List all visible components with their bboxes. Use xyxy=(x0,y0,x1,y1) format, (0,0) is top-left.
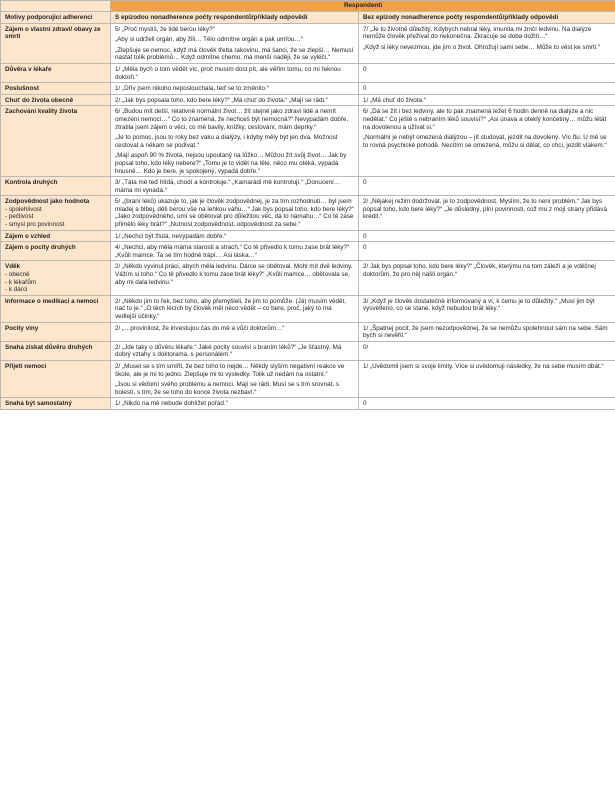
table-row xyxy=(1,295,615,322)
motive-label: Poslušnost xyxy=(5,85,39,93)
motive-label: Snaha být samostatný xyxy=(5,400,72,408)
response-text: 0 xyxy=(363,232,367,240)
without-episode-cell xyxy=(359,23,615,63)
response-text: 1/ „Špatnej pocit, že jsem nezodpovědnej, že se nemůžu spolehnout sám na sebe. Sám bych si nevěřil.“ xyxy=(363,324,608,340)
motive-subitem: - pečlivost xyxy=(5,213,34,221)
without-episode-cell xyxy=(359,322,615,341)
table-row xyxy=(1,341,615,360)
table-row xyxy=(1,398,615,410)
table-row xyxy=(1,83,615,95)
response-text: 0 xyxy=(363,65,367,73)
motive-cell xyxy=(1,322,111,341)
response-text: „Zlepšuje se nemoc, když má člověk třeba rakovinu, má šanci, že se zlepší… Nemusí nastat tolik problémů… Když odmítne chemo, má menší naději, že se vyléčí.“ xyxy=(115,46,354,62)
table-row xyxy=(1,230,615,242)
table-row xyxy=(1,196,615,230)
motive-label: Zájem o vlastní zdraví/ obavy ze smrti xyxy=(5,25,101,41)
with-episode-cell xyxy=(111,360,359,397)
with-episode-cell xyxy=(111,63,359,82)
without-episode-cell xyxy=(359,398,615,410)
with-episode-cell xyxy=(111,398,359,410)
table-row xyxy=(1,261,615,295)
response-text: 1/ „Nikdo na mě nebude dohlížet pořád.“ xyxy=(115,400,228,408)
without-episode-column-header: Bez epizody nonadherence počty respondentů/příklady odpovědí xyxy=(359,12,615,24)
motive-label: Zachování kvality života xyxy=(5,108,78,116)
response-text: 6/ „Dá se žít i bez ledviny, ale to pak znamená ležet 6 hodin denně na dialýze a nic nedělat.“ Co ještě s nebraním léků souvisí?“ „Asi únava a oteklý končetiny… můžu létát na dovolenou a užívat si.“ xyxy=(363,108,607,131)
without-episode-cell xyxy=(359,63,615,82)
motive-subitem: - smysl pro povinnost xyxy=(5,221,65,229)
without-episode-cell xyxy=(359,94,615,106)
table-body xyxy=(1,23,615,409)
with-episode-cell xyxy=(111,322,359,341)
response-text: 1/ „Dřív jsem nikoho neposlouchala, teď se to změnilo.“ xyxy=(115,85,269,93)
response-text: 3/ „Táta mě teď hlídá, chodí a kontroluje.“ „Kamarádi mě kontrolují.“ „Donucení… máma mi vynadá.“ xyxy=(115,179,341,194)
table-row xyxy=(1,63,615,82)
motive-subitem: - k dárci xyxy=(5,286,28,294)
motive-cell xyxy=(1,398,111,410)
motive-label: Přijetí nemoci xyxy=(5,362,47,370)
motive-cell xyxy=(1,242,111,261)
response-text: 2/ „Nějakej režim dodržovat, je to zodpovědnost. Myslím, že to není problém.“ Jak bys popsal toho, kdo bere léky?“ „Je důsledný, plní povinnosti, což mu z mojí strany přidává kredit.“ xyxy=(363,198,607,221)
table-row xyxy=(1,177,615,196)
response-text: „Je to pomoc, jsou to roky bez vaku a dialýzy, i kdyby měly být jen dva. Možnost cestovat a někam se podívat.“ xyxy=(115,134,338,149)
response-text: 0 xyxy=(363,400,367,408)
response-text: 1/ „Má chuť do života.“ xyxy=(363,96,426,104)
motive-subitem: - obecně xyxy=(5,271,30,279)
with-episode-cell xyxy=(111,261,359,295)
motive-cell xyxy=(1,261,111,295)
band-spacer xyxy=(1,1,111,12)
motive-cell xyxy=(1,230,111,242)
with-episode-cell xyxy=(111,196,359,230)
without-episode-cell xyxy=(359,83,615,95)
motive-label: Kontrola druhých xyxy=(5,179,58,187)
response-text: „Když si léky nevezmou, jde jim o život. Ohrožují sami sebe… Může to vést ke smrti.“ xyxy=(363,43,600,51)
table-row xyxy=(1,242,615,261)
with-episode-cell xyxy=(111,94,359,106)
with-episode-cell xyxy=(111,295,359,322)
motive-cell xyxy=(1,177,111,196)
response-text: 5/ „Proč myslíš, že lidé berou léky?“ xyxy=(115,25,215,33)
motive-label: Pocity viny xyxy=(5,324,39,332)
without-episode-cell xyxy=(359,261,615,295)
response-text: „Aby si udrželi orgán, aby žili… Tělo odmítne orgán a pak umřou…“ xyxy=(115,36,303,44)
motive-subitem: - spolehlivost xyxy=(5,205,42,213)
motive-label: Chuť do života obecně xyxy=(5,96,74,104)
without-episode-cell xyxy=(359,196,615,230)
table-row xyxy=(1,94,615,106)
response-text: 3/ „Když je člověk dostatečně informovaný a ví, k čemu je to důležitý.“ „Musí jim být vysvětleno, co se stane, když nebudou brát léky.“ xyxy=(363,297,595,313)
without-episode-cell xyxy=(359,242,615,261)
motive-label: Vděk xyxy=(5,263,21,271)
response-text: „Mají aspoň 90 % života, nejsou upoutaný na lůžko… Můžou žít svůj život… Jak by popsal toho, kdo léky nebere?“ „Tomu je to vidět na těle, něco mu otéká, vypadá hnusně… Kdo je bere, je spokojený, vypadá dobře.“ xyxy=(115,152,347,175)
response-text: 7/ „Je to životně důležitý. Kdybych nebral léky, imunita mi zničí ledvinu. Na dialýze nemůže člověk přežívat do nekonečna. Zkracuje se doba dožití…“ xyxy=(363,25,592,41)
with-episode-cell xyxy=(111,230,359,242)
response-text: 1/ „Uvědomil jsem si svoje limity. Více si uvědomuji následky, že na sebe musím dbát.“ xyxy=(363,362,604,370)
column-header-row xyxy=(1,12,615,24)
motive-label: Zodpovědnost jako hodnota xyxy=(5,198,90,206)
motive-cell xyxy=(1,341,111,360)
motive-cell xyxy=(1,83,111,95)
motive-label: Zájem o vzhled xyxy=(5,232,51,240)
response-text: 2/ „Muset se s tím smířit, že bez toho to nejde… Někdy slyším negativní reakce ve škole, ale je mi to jedno. Zlepšuje mi to výsledky. Tolik už nedám na ostatní.“ xyxy=(115,362,345,378)
response-text: 2/ Jak bys popsal toho, kdo bere léky?“ „Člověk, kterýmu na tom záleží a je vděčnej doktorům, že pro něj našli orgán.“ xyxy=(363,263,596,279)
motive-cell xyxy=(1,63,111,82)
response-text: 5/ „(braní léků) ukazuje to, jak je člověk zodpovědnej, je za tím rozhodnutí… byl jsem mladej a blbej, děti berou vše na lehkou váhu…“ Jak bys popsal toho, kdo bere léky?“ „Jako zodpovědného, umí se obětovat pro důležitou věc, dá to námahu…“ Co tě zase přimělo léky brát?“ „Nutnost zodpovědnost, odpovědnost za sebe.“ xyxy=(115,198,354,229)
with-episode-cell xyxy=(111,242,359,261)
without-episode-cell xyxy=(359,341,615,360)
motive-label: Informace o medikaci a nemoci xyxy=(5,297,99,305)
motives-column-header: Motivy podporující adherenci xyxy=(1,12,111,24)
respondents-header: Respondenti xyxy=(111,1,615,12)
response-text: 1/ „Nechci být žlutá, nevypadám dobře.“ xyxy=(115,232,227,240)
without-episode-cell xyxy=(359,360,615,397)
with-episode-column-header: S epizodou nonadherence počty respondentů/příklady odpovědí xyxy=(111,12,359,24)
with-episode-cell xyxy=(111,83,359,95)
without-episode-cell xyxy=(359,177,615,196)
motive-cell xyxy=(1,94,111,106)
with-episode-cell xyxy=(111,106,359,177)
response-text: 6/ „Budou mít delší, relativně normální život… žít stejně jako zdraví lidé a nemít omezení nemocí…“ Co to znamená, že nechceš být nemocná?“ Nevypadám dobře, ztratila jsem zájem o věci, co mě bavily, knížky, cestování, mám deprky.“ xyxy=(115,108,349,131)
table-band xyxy=(1,1,615,12)
response-text: „Jsou si vědomí svého problému a nemoci. Mají se rádi. Musí se s tím srovnat, s bolestí, s tím, že se toho do konce života nezbaví.“ xyxy=(115,381,339,396)
motive-label: Snaha získat důvěru druhých xyxy=(5,343,93,351)
motive-cell xyxy=(1,23,111,63)
motive-subitem: - k lékařům xyxy=(5,278,37,286)
response-text: 2/ „…provinilost, že investujou čas do mě a vůči doktorům…“ xyxy=(115,324,285,332)
motive-cell xyxy=(1,106,111,177)
motive-cell xyxy=(1,196,111,230)
table-row xyxy=(1,360,615,397)
response-text: 2/ „Jde taky o důvěru lékaře.“ Jaké pocity souvisí s braním léků?“ „Je šťastný. Má dobrý vztahy s doktorama, s personálem.“ xyxy=(115,343,342,359)
response-text: 0 xyxy=(363,244,367,252)
with-episode-cell xyxy=(111,341,359,360)
response-text: 0/ xyxy=(363,343,369,351)
response-text: 2/ „Někdo vyvinul práci, abych měla ledvinu. Dárce se obětoval. Mohl mít dvě ledviny. Vážím si toho.“ Co tě přivedlo k tomu zase brát léky?“ „Kvůli mamce… obětovala se, aby mi dala ledvinu.“ xyxy=(115,263,353,286)
motive-label: Zájem o pocity druhých xyxy=(5,244,76,252)
motive-cell xyxy=(1,360,111,397)
motive-cell xyxy=(1,295,111,322)
table-row xyxy=(1,106,615,177)
response-text: 0 xyxy=(363,85,367,93)
table-row xyxy=(1,23,615,63)
response-text: „Normální je nebýt omezená dialýzou – jít studovat, jezdit na dovolený. Víc ľtu. U mě se to rovná psychické pohodě. Necítím se omezená, můžu si dělat, co chci, jezdit vlakem.“ xyxy=(363,134,607,149)
without-episode-cell xyxy=(359,106,615,177)
response-text: 1/ „Měla bych o tom vědět víc, proč musím dost pít, ale věřím tomu, co mi řeknou doktoři.“ xyxy=(115,65,341,81)
response-text: 4/ „Nechci, aby měla máma starosti a strach.“ Co tě přivedlo k tomu zase brát léky?“ „Kvůli mamce. Ta se tím hodně trápí… Asi láska…“ xyxy=(115,244,350,259)
response-text: 2/ „Někdo jim to řek, bez toho, aby přemýšleli, že jim to pomůže. (Já) musím vědět, nač to je.“ „O těch lécích by člověk měl něco vědět – co bere, proč, jaký to má vedlejší účinky.“ xyxy=(115,297,346,320)
with-episode-cell xyxy=(111,23,359,63)
response-text: 0 xyxy=(363,179,367,187)
with-episode-cell xyxy=(111,177,359,196)
response-text: 2/ „Jak bys popsala toho, kdo bere léky?“ „Má chuť do života.“ „Mají se rádi.“ xyxy=(115,96,328,104)
without-episode-cell xyxy=(359,295,615,322)
motive-label: Důvěra v lékaře xyxy=(5,65,52,73)
without-episode-cell xyxy=(359,230,615,242)
table-row xyxy=(1,322,615,341)
